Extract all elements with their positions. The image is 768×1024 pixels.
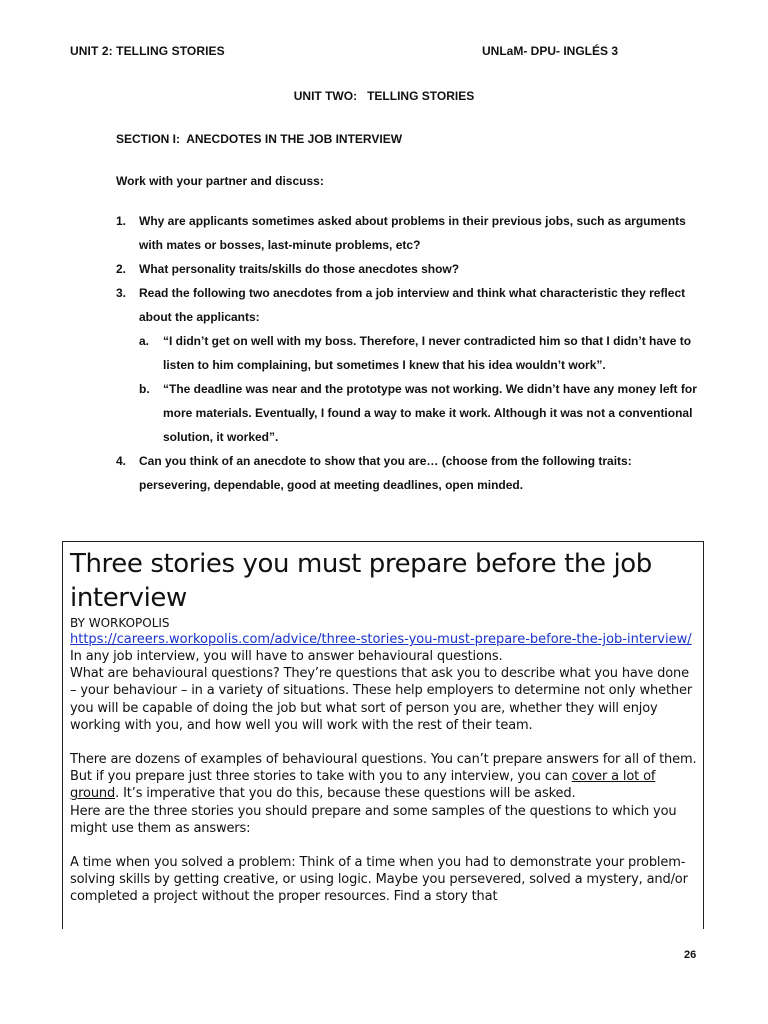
article-paragraph-definition: What are behavioural questions? They’re questions that ask you to describe what you have done – your behaviour – in a variety of situations. These help employers to determine not only whether you will be capable of doing the job but what sort of person you are, whether they will enjoy working with you, and how well you will work with the rest of their team. — [70, 666, 693, 733]
article-source-link[interactable]: https://careers.workopolis.com/advice/three-stories-you-must-prepare-before-the-job-interview/ — [70, 632, 692, 647]
question-number: 1. — [116, 214, 127, 228]
paragraph-text-after: . It’s imperative that you do this, because these questions will be asked. — [115, 786, 576, 802]
question-text: Why are applicants sometimes asked about problems in their previous jobs, such as arguments with mates or bosses, last-minute problems, etc? — [139, 214, 686, 252]
header-course-label: UNLaM- DPU- INGLÉS 3 — [482, 44, 619, 58]
paragraph-text-before: There are dozens of examples of behavioural questions. You can’t prepare answers for all of them. But if you prepare just three stories to take with you to any interview, you can — [70, 752, 697, 785]
article-paragraph-intro: In any job interview, you will have to answer behavioural questions. — [70, 649, 503, 664]
article-paragraph-dozens — [70, 751, 697, 803]
question-number: 3. — [116, 286, 127, 300]
article-byline: BY WORKOPOLIS — [70, 616, 170, 630]
article-box — [62, 541, 704, 929]
anecdote-text: “I didn’t get on well with my boss. Therefore, I never contradicted him so that I didn’t have to listen to him complaining, but sometimes I knew that his idea wouldn’t work”. — [163, 334, 692, 372]
question-item-1 — [116, 209, 706, 257]
question-list — [116, 209, 706, 497]
question-text: Can you think of an anecdote to show that you are… (choose from the following traits: persevering, dependable, good at meeting deadlines, open minded. — [139, 454, 632, 492]
page-number: 26 — [684, 949, 697, 961]
anecdote-item-b — [139, 377, 706, 449]
anecdote-item-a — [139, 329, 706, 377]
question-item-4 — [116, 449, 706, 497]
article-title: Three stories you must prepare before the job interview — [70, 549, 652, 613]
unit-title: UNIT TWO: TELLING STORIES — [293, 89, 475, 103]
question-item-3 — [116, 281, 706, 449]
paragraph-spacer — [70, 734, 697, 751]
paragraph-spacer — [70, 837, 697, 854]
article-paragraph-three-stories: Here are the three stories you should prepare and some samples of the questions to which you might use them as answers: — [70, 803, 677, 836]
anecdote-text: “The deadline was near and the prototype was not working. We didn’t have any money left for more materials. Eventually, I found a way to make it work. Although it was not a conventional solution, it worked”. — [163, 382, 697, 444]
question-item-2 — [116, 257, 706, 281]
question-number: 2. — [116, 262, 127, 276]
header-unit-label: UNIT 2: TELLING STORIES — [70, 44, 225, 58]
instruction-text: Work with your partner and discuss: — [116, 174, 324, 188]
question-number: 4. — [116, 454, 127, 468]
section-title: SECTION I: ANECDOTES IN THE JOB INTERVIEW — [116, 132, 403, 146]
article-paragraph-problem-story: A time when you solved a problem: Think of a time when you had to demonstrate your problem-solving skills by getting creative, or using logic. Maybe you persevered, solved a mystery, and/or completed a project without the proper resources. Find a story that — [70, 855, 688, 905]
anecdote-letter: b. — [139, 382, 150, 396]
question-text: Read the following two anecdotes from a job interview and think what characteristic they reflect about the applicants: — [139, 286, 686, 324]
anecdote-letter: a. — [139, 334, 150, 348]
question-text: What personality traits/skills do those anecdotes show? — [139, 262, 460, 276]
cover-a-lot-of-ground-link[interactable]: cover a lot of ground — [70, 769, 656, 802]
